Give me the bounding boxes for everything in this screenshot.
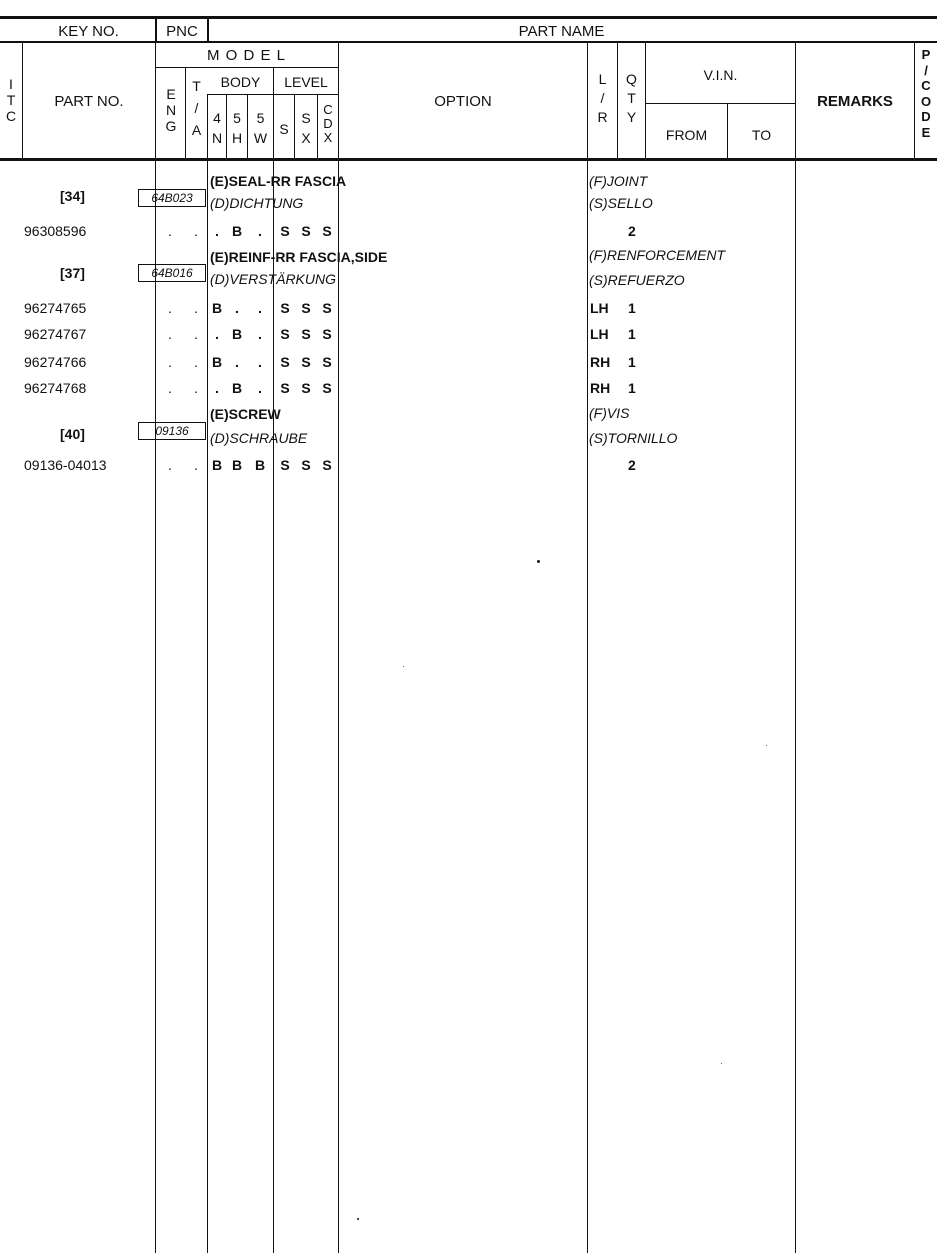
header-level-sx-bottom: X (301, 130, 311, 146)
cell-level-s: S (280, 380, 290, 396)
cell-body-5w: B (254, 457, 266, 473)
cell-qty: 2 (628, 457, 636, 473)
header-body-4n-top: 4 (213, 110, 221, 126)
header-ta-2: / (194, 100, 199, 116)
part-name-german: (D)DICHTUNG (210, 195, 304, 211)
cell-qty: 2 (628, 223, 636, 239)
cell-body-4n: B (211, 457, 223, 473)
rule-remarks (795, 43, 796, 1253)
rule-header-1 (0, 41, 937, 43)
cell-eng: . (168, 326, 172, 342)
rule-top (0, 16, 937, 19)
part-number: 96274767 (24, 326, 87, 342)
part-name-french: (F)RENFORCEMENT (589, 247, 726, 263)
header-pcode-3: C (921, 78, 931, 93)
header-itc-3: C (5, 108, 17, 124)
header-level-sx (295, 110, 317, 146)
header-vin: V.I.N. (703, 67, 738, 83)
header-qty-3: Y (626, 109, 637, 125)
scan-speck (403, 666, 404, 667)
cell-qty: 1 (628, 380, 636, 396)
part-name-german: (D)VERSTÄRKUNG (210, 271, 337, 287)
header-ta-3: A (191, 122, 202, 138)
cell-level-cdx: S (322, 300, 332, 316)
part-name-english: (E)SEAL-RR FASCIA (210, 173, 347, 189)
header-body-4n (208, 110, 226, 146)
cell-lr: RH (590, 380, 611, 396)
cell-level-cdx: S (322, 380, 332, 396)
header-pcode-4: O (920, 93, 932, 109)
cell-body-5h: B (231, 380, 243, 396)
cell-ta: . (194, 354, 198, 370)
cell-body-4n: B (211, 300, 223, 316)
header-lr-3: R (597, 109, 608, 125)
cell-eng: . (168, 354, 172, 370)
header-pcode-6: E (921, 124, 931, 140)
rule-option (338, 43, 339, 1253)
header-eng-1: E (166, 86, 176, 102)
header-body-5w-top: 5 (256, 110, 265, 126)
cell-level-sx: S (301, 223, 311, 239)
header-eng-3: G (165, 118, 177, 134)
header-key-no: KEY NO. (58, 23, 119, 40)
group-key-number: [34] (60, 188, 85, 204)
scan-speck (357, 1218, 359, 1220)
cell-qty: 1 (628, 326, 636, 342)
header-body-4n-bottom: N (211, 130, 223, 146)
header-pcode (915, 47, 937, 140)
header-level-cdx-1: C (323, 102, 333, 117)
group-key-number: [40] (60, 426, 85, 442)
cell-ta: . (194, 380, 198, 396)
header-level-cdx (318, 103, 338, 145)
pnc-code-box: 64B016 (138, 264, 206, 282)
part-name-spanish: (S)SELLO (589, 195, 653, 211)
header-body-5w-bottom: W (253, 130, 268, 146)
cell-body-5w: . (258, 380, 262, 396)
cell-ta: . (194, 326, 198, 342)
header-vin-to: TO (751, 127, 772, 143)
part-name-english: (E)SCREW (210, 406, 281, 422)
cell-level-s: S (280, 457, 290, 473)
cell-level-sx: S (301, 457, 311, 473)
header-pcode-2: / (924, 62, 928, 78)
header-qty-1: Q (626, 71, 637, 87)
part-number: 96274765 (24, 300, 87, 316)
cell-body-5w: . (258, 300, 262, 316)
header-lr-2: / (600, 90, 605, 106)
part-number: 09136-04013 (24, 457, 107, 473)
scan-speck (537, 560, 540, 563)
header-remarks: REMARKS (817, 93, 893, 110)
header-part-no: PART NO. (54, 93, 124, 110)
header-option: OPTION (434, 93, 492, 110)
scan-speck (766, 745, 767, 746)
cell-level-s: S (280, 223, 290, 239)
part-name-english: (E)REINF-RR FASCIA,SIDE (210, 249, 388, 265)
rule-partno (155, 43, 156, 1253)
header-body-5h-top: 5 (233, 110, 241, 126)
cell-ta: . (194, 223, 198, 239)
cell-level-sx: S (301, 380, 311, 396)
cell-eng: . (168, 223, 172, 239)
cell-body-5h: B (231, 223, 243, 239)
rule-from (645, 43, 646, 160)
pnc-code-box: 64B023 (138, 189, 206, 207)
header-level-sx-top: S (301, 110, 311, 126)
cell-body-5w: . (258, 354, 262, 370)
part-number: 96308596 (24, 223, 87, 239)
header-qty (618, 70, 645, 127)
cell-level-sx: S (301, 300, 311, 316)
header-body-5h (227, 110, 247, 146)
cell-level-sx: S (301, 326, 311, 342)
part-name-german: (D)SCHRAUBE (210, 430, 308, 446)
header-level: LEVEL (284, 74, 328, 90)
cell-level-cdx: S (322, 326, 332, 342)
part-name-french: (F)JOINT (589, 173, 648, 189)
rule-body-right (273, 160, 274, 1253)
cell-qty: 1 (628, 354, 636, 370)
header-part-name: PART NAME (518, 23, 605, 40)
header-itc-2: T (6, 92, 16, 108)
header-qty-2: T (627, 90, 636, 106)
header-ta-1: T (192, 78, 201, 94)
cell-eng: . (168, 300, 172, 316)
cell-level-sx: S (301, 354, 311, 370)
cell-body-4n: B (211, 354, 223, 370)
rule-lr (587, 43, 588, 1253)
part-name-spanish: (S)REFUERZO (589, 272, 685, 288)
group-key-number: [37] (60, 265, 85, 281)
cell-level-cdx: S (322, 223, 332, 239)
part-number: 96274768 (24, 380, 87, 396)
header-vin-from: FROM (665, 127, 708, 143)
rule-model (155, 67, 338, 68)
header-pcode-1: P (921, 47, 931, 62)
header-body-5h-bottom: H (231, 130, 243, 146)
cell-body-5w: . (258, 326, 262, 342)
cell-body-4n: . (215, 326, 219, 342)
rule-vin (645, 103, 795, 104)
part-name-french: (F)VIS (589, 405, 630, 421)
rule-header-bottom (0, 158, 937, 161)
cell-body-4n: . (215, 380, 219, 396)
cell-body-4n: . (215, 223, 219, 239)
cell-body-5h: B (231, 457, 243, 473)
header-eng-2: N (165, 102, 177, 118)
cell-level-s: S (280, 326, 290, 342)
header-itc-1: I (9, 76, 13, 92)
header-lr-1: L (598, 71, 607, 87)
cell-lr: LH (590, 326, 609, 342)
header-level-cdx-3: X (323, 130, 333, 145)
header-model: M O D E L (206, 47, 286, 64)
header-pnc: PNC (166, 23, 198, 40)
cell-body-5w: . (258, 223, 262, 239)
header-body-5w (248, 110, 273, 146)
cell-body-5h: B (231, 326, 243, 342)
cell-level-s: S (280, 300, 290, 316)
cell-body-5h: . (235, 354, 239, 370)
pnc-code-box: 09136 (138, 422, 206, 440)
cell-ta: . (194, 457, 198, 473)
cell-lr: LH (590, 300, 609, 316)
header-eng (157, 86, 185, 134)
header-pcode-5: D (921, 109, 931, 124)
header-lr (588, 70, 617, 127)
cell-level-cdx: S (322, 354, 332, 370)
cell-lr: RH (590, 354, 611, 370)
cell-eng: . (168, 457, 172, 473)
header-itc (0, 76, 22, 124)
rule-model-right (207, 94, 208, 1253)
header-body: BODY (220, 74, 261, 90)
cell-qty: 1 (628, 300, 636, 316)
cell-level-s: S (280, 354, 290, 370)
cell-level-cdx: S (322, 457, 332, 473)
header-ta (186, 78, 207, 138)
part-name-spanish: (S)TORNILLO (589, 430, 678, 446)
header-level-s: S (279, 121, 289, 137)
cell-eng: . (168, 380, 172, 396)
header-level-cdx-2: D (323, 116, 333, 131)
part-number: 96274766 (24, 354, 87, 370)
cell-body-5h: . (235, 300, 239, 316)
cell-ta: . (194, 300, 198, 316)
scan-speck (721, 1063, 722, 1064)
